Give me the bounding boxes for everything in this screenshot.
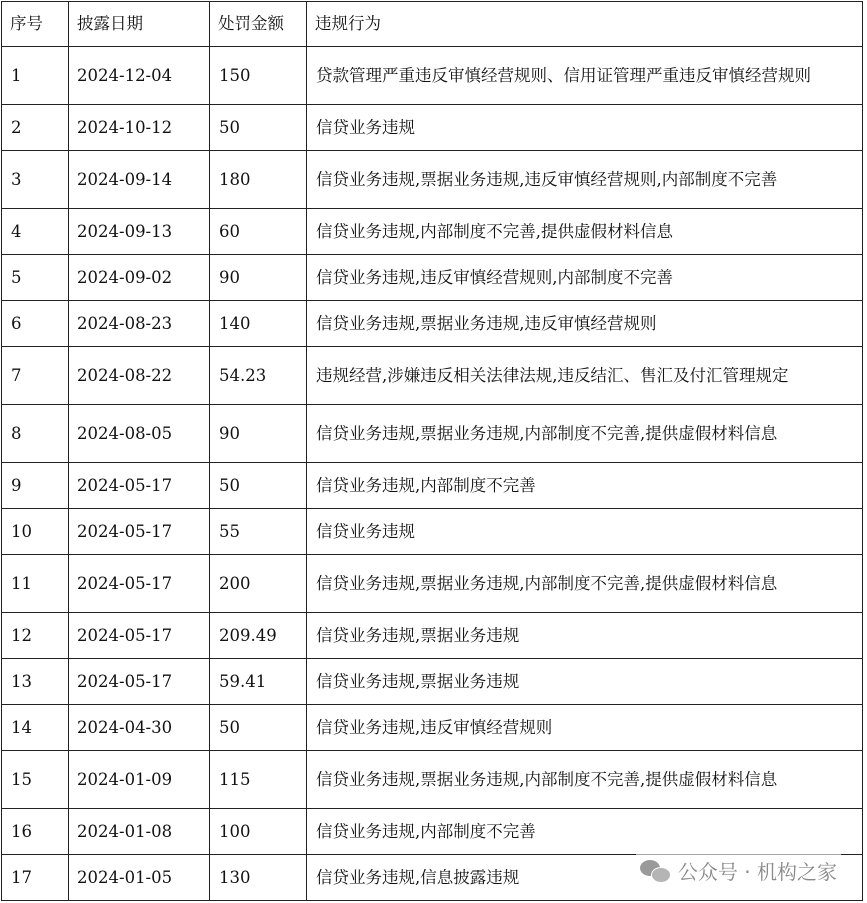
cell-date: 2024-10-12 <box>69 105 210 151</box>
table-row <box>2 405 863 463</box>
cell-violation: 信贷业务违规 <box>307 509 863 555</box>
cell-index: 4 <box>2 209 69 255</box>
cell-amount: 54.23 <box>210 347 307 405</box>
table-row <box>2 209 863 255</box>
header-date: 披露日期 <box>69 2 210 47</box>
cell-index: 2 <box>2 105 69 151</box>
cell-amount: 50 <box>210 705 307 751</box>
cell-violation: 信贷业务违规,票据业务违规 <box>307 613 863 659</box>
cell-violation: 信贷业务违规,信息披露违规 <box>307 855 863 901</box>
cell-date: 2024-09-13 <box>69 209 210 255</box>
watermark-text: 公众号 · 机构之家 <box>677 860 837 884</box>
header-index: 序号 <box>2 2 69 47</box>
cell-index: 13 <box>2 659 69 705</box>
cell-index: 8 <box>2 405 69 463</box>
watermark <box>636 854 841 887</box>
cell-violation: 信贷业务违规,违反审慎经营规则,内部制度不完善 <box>307 255 863 301</box>
cell-violation: 信贷业务违规,票据业务违规,内部制度不完善,提供虚假材料信息 <box>307 405 863 463</box>
cell-date: 2024-08-23 <box>69 301 210 347</box>
cell-violation: 信贷业务违规,票据业务违规,违反审慎经营规则 <box>307 301 863 347</box>
cell-amount: 60 <box>210 209 307 255</box>
cell-index: 17 <box>2 855 69 901</box>
cell-violation: 信贷业务违规,票据业务违规,违反审慎经营规则,内部制度不完善 <box>307 151 863 209</box>
table-row <box>2 105 863 151</box>
table-header-row <box>2 2 863 47</box>
cell-date: 2024-08-05 <box>69 405 210 463</box>
cell-violation: 信贷业务违规,票据业务违规,内部制度不完善,提供虚假材料信息 <box>307 555 863 613</box>
cell-amount: 140 <box>210 301 307 347</box>
cell-amount: 90 <box>210 255 307 301</box>
header-violation: 违规行为 <box>307 2 863 47</box>
cell-violation: 信贷业务违规,内部制度不完善,提供虚假材料信息 <box>307 209 863 255</box>
cell-index: 10 <box>2 509 69 555</box>
penalty-table <box>1 1 863 901</box>
cell-index: 1 <box>2 47 69 105</box>
cell-violation: 信贷业务违规,违反审慎经营规则 <box>307 705 863 751</box>
cell-amount: 90 <box>210 405 307 463</box>
cell-index: 11 <box>2 555 69 613</box>
table-row <box>2 301 863 347</box>
cell-index: 16 <box>2 809 69 855</box>
cell-amount: 50 <box>210 463 307 509</box>
cell-date: 2024-01-05 <box>69 855 210 901</box>
cell-violation: 信贷业务违规,内部制度不完善 <box>307 463 863 509</box>
header-amount: 处罚金额 <box>210 2 307 47</box>
cell-amount: 50 <box>210 105 307 151</box>
table-row <box>2 705 863 751</box>
table-row <box>2 463 863 509</box>
cell-date: 2024-05-17 <box>69 555 210 613</box>
cell-violation: 信贷业务违规 <box>307 105 863 151</box>
cell-index: 6 <box>2 301 69 347</box>
cell-index: 5 <box>2 255 69 301</box>
cell-date: 2024-08-22 <box>69 347 210 405</box>
cell-amount: 209.49 <box>210 613 307 659</box>
cell-date: 2024-09-14 <box>69 151 210 209</box>
cell-index: 9 <box>2 463 69 509</box>
cell-amount: 180 <box>210 151 307 209</box>
cell-date: 2024-05-17 <box>69 463 210 509</box>
table-row <box>2 255 863 301</box>
cell-amount: 200 <box>210 555 307 613</box>
cell-date: 2024-12-04 <box>69 47 210 105</box>
cell-date: 2024-05-17 <box>69 613 210 659</box>
cell-date: 2024-01-09 <box>69 751 210 809</box>
cell-date: 2024-01-08 <box>69 809 210 855</box>
table-row <box>2 151 863 209</box>
cell-date: 2024-05-17 <box>69 659 210 705</box>
cell-amount: 59.41 <box>210 659 307 705</box>
cell-violation: 信贷业务违规,票据业务违规,内部制度不完善,提供虚假材料信息 <box>307 751 863 809</box>
cell-amount: 55 <box>210 509 307 555</box>
cell-index: 15 <box>2 751 69 809</box>
cell-amount: 150 <box>210 47 307 105</box>
cell-index: 12 <box>2 613 69 659</box>
cell-amount: 130 <box>210 855 307 901</box>
cell-amount: 115 <box>210 751 307 809</box>
cell-violation: 信贷业务违规,内部制度不完善 <box>307 809 863 855</box>
table-row <box>2 509 863 555</box>
table-row <box>2 659 863 705</box>
table-row <box>2 347 863 405</box>
table-row <box>2 555 863 613</box>
cell-violation: 信贷业务违规,票据业务违规 <box>307 659 863 705</box>
table-row <box>2 751 863 809</box>
cell-amount: 100 <box>210 809 307 855</box>
table-row <box>2 47 863 105</box>
cell-index: 7 <box>2 347 69 405</box>
cell-date: 2024-09-02 <box>69 255 210 301</box>
table-row <box>2 613 863 659</box>
cell-index: 14 <box>2 705 69 751</box>
cell-index: 3 <box>2 151 69 209</box>
cell-violation: 违规经营,涉嫌违反相关法律法规,违反结汇、售汇及付汇管理规定 <box>307 347 863 405</box>
table-row <box>2 809 863 855</box>
cell-violation: 贷款管理严重违反审慎经营规则、信用证管理严重违反审慎经营规则 <box>307 47 863 105</box>
wechat-icon <box>640 858 670 884</box>
cell-date: 2024-05-17 <box>69 509 210 555</box>
cell-date: 2024-04-30 <box>69 705 210 751</box>
